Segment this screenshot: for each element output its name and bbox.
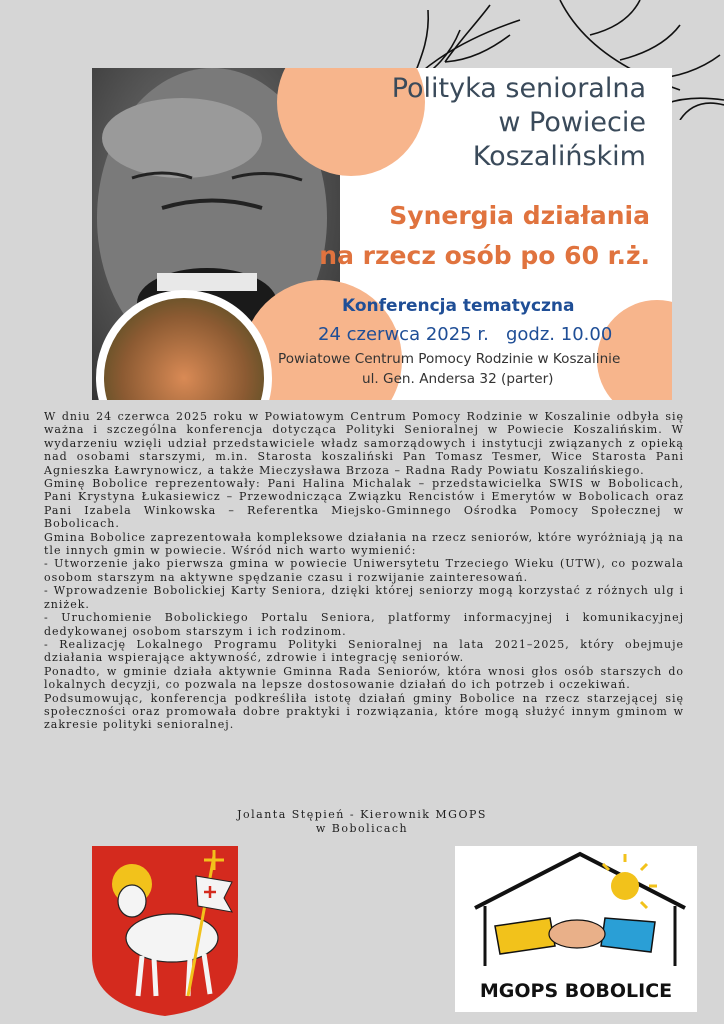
logo-text: MGOPS BOBOLICE xyxy=(479,980,673,1002)
conference-place: Powiatowe Centrum Pomocy Rodzinie w Koszalinie xyxy=(278,351,621,367)
article-list-item: - Utworzenie jako pierwsza gmina w powiecie Uniwersytetu Trzeciego Wieku (UTW), co pozwala osobom starszym na aktywne spędzanie czasu i rozwijanie zainteresowań. xyxy=(44,557,684,584)
article-paragraph: Podsumowując, konferencja podkreśliła istotę działań gminy Bobolice na rzecz starzejącej się społeczności oraz promowała dobre praktyki i rozwiązania, które mogą służyć innym gminom w zakresie polityki senioralnej. xyxy=(44,691,684,732)
conference-date-time: 24 czerwca 2025 r. godz. 10.00 xyxy=(318,324,613,345)
signature xyxy=(180,808,544,836)
banner-title-line: w Powiecie xyxy=(498,107,646,138)
conference-address: ul. Gen. Andersa 32 (parter) xyxy=(362,371,554,387)
article-paragraph: W dniu 24 czerwca 2025 roku w Powiatowym Centrum Pomocy Rodzinie w Koszalinie odbyła się ważna i szczególna konferencja dotycząca Polityki Senioralnej w Powiecie Koszalińskim. W wydarzeniu wzięli udział przedstawiciele władz samorządowych i instytucji związanych z opieką nad osobami starszymi, m.in. Starosta koszaliński Pan Tomasz Tesmer, Wice Starosta Pani Agnieszka Ławrynowicz, a także Mieczysława Brzoza – Radna Rady Powiatu Koszalińskiego. xyxy=(44,410,684,477)
banner-title-line: Koszalińskim xyxy=(472,141,646,172)
article-paragraph: Gmina Bobolice zaprezentowała kompleksowe działania na rzecz seniorów, które wyróżniają ją na tle innych gmin w powiecie. Wśród nich warto wymienić: xyxy=(44,530,684,558)
banner-subtitle xyxy=(270,196,650,276)
house-hands-logo-icon xyxy=(455,846,697,986)
article-paragraph: Gminę Bobolice reprezentowały: Pani Halina Michalak – przedstawicielka SWIS w Bobolicach, Pani Krystyna Łukasiewicz – Przewodnicząca Związku Rencistów i Emerytów w Bobolicach oraz Pani Izabela Winkowska – Referentka Miejsko-Gminnego Ośrodka Pomocy Społecznej w Bobolicach. xyxy=(44,477,684,531)
peach-circle-right xyxy=(597,300,672,400)
banner-title-line: Polityka senioralna xyxy=(391,73,646,104)
mgops-logo xyxy=(455,846,697,1012)
banner-title xyxy=(326,72,646,174)
article-list-item: - Realizację Lokalnego Programu Polityki Senioralnej na lata 2021–2025, który obejmuje działania wspierające aktywność, zdrowie i integrację seniorów. xyxy=(44,637,684,665)
signature-name: Jolanta Stępień - Kierownik MGOPS xyxy=(237,808,487,821)
conference-banner xyxy=(92,68,672,400)
banner-subtitle-line: na rzecz osób po 60 r.ż. xyxy=(319,241,650,270)
article-paragraph: Ponadto, w gminie działa aktywnie Gminna Rada Seniorów, która wnosi głos osób starszych do lokalnych decyzji, co pozwala na lepsze dostosowanie działań do ich potrzeb i oczekiwań. xyxy=(44,664,684,692)
article-list-item: - Wprowadzenie Bobolickiej Karty Seniora, dzięki której seniorzy mogą korzystać z różnych ulg i zniżek. xyxy=(44,584,684,611)
conference-label: Konferencja tematyczna xyxy=(342,296,575,316)
bobolice-coat-of-arms xyxy=(92,846,238,1016)
article-list-item: - Uruchomienie Bobolickiego Portalu Seniora, platformy informacyjnej i komunikacyjnej dedykowanej osobom starszym i ich rodzinom. xyxy=(44,611,684,638)
banner-subtitle-line: Synergia działania xyxy=(389,201,650,230)
signature-place: w Bobolicach xyxy=(315,822,409,835)
article-body xyxy=(44,410,684,732)
